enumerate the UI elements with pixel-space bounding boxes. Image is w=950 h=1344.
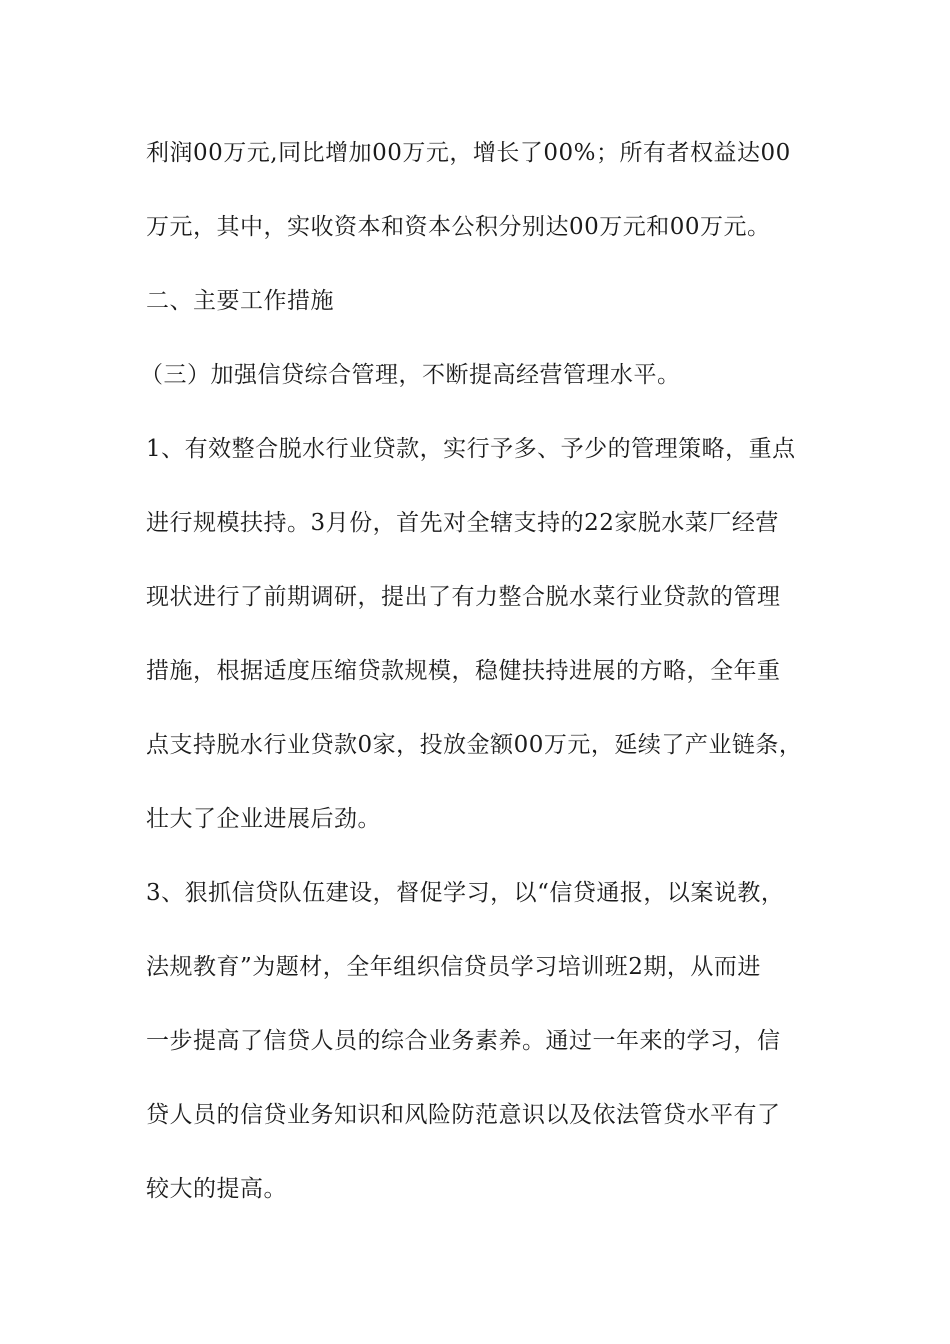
paragraph-line: 万元，其中，实收资本和资本公积分别达00万元和00万元。 [146, 214, 771, 240]
paragraph-line: 壮大了企业进展后劲。 [146, 806, 381, 832]
paragraph-line: 进行规模扶持。3月份，首先对全辖支持的22家脱水菜厂经营 [146, 510, 779, 536]
paragraph-line: 点支持脱水行业贷款0家，投放金额00万元，延续了产业链条， [146, 732, 803, 758]
subsection-heading: （三）加强信贷综合管理，不断提高经营管理水平。 [140, 362, 681, 388]
paragraph-line: 3、狠抓信贷队伍建设，督促学习，以“信贷通报，以案说教， [146, 880, 785, 906]
paragraph-line: 贷人员的信贷业务知识和风险防范意识以及依法管贷水平有了 [146, 1102, 781, 1128]
paragraph-line: 利润00万元,同比增加00万元，增长了00%；所有者权益达00 [146, 140, 791, 166]
paragraph-line: 现状进行了前期调研，提出了有力整合脱水菜行业贷款的管理 [146, 584, 781, 610]
paragraph-line: 较大的提高。 [146, 1176, 287, 1202]
section-heading: 二、主要工作措施 [146, 288, 334, 314]
paragraph-line: 法规教育”为题材，全年组织信贷员学习培训班2期，从而进 [146, 954, 761, 980]
paragraph-line: 1、有效整合脱水行业贷款，实行予多、予少的管理策略，重点 [146, 436, 796, 462]
paragraph-line: 措施，根据适度压缩贷款规模，稳健扶持进展的方略，全年重 [146, 658, 781, 684]
paragraph-line: 一步提高了信贷人员的综合业务素养。通过一年来的学习，信 [146, 1028, 781, 1054]
